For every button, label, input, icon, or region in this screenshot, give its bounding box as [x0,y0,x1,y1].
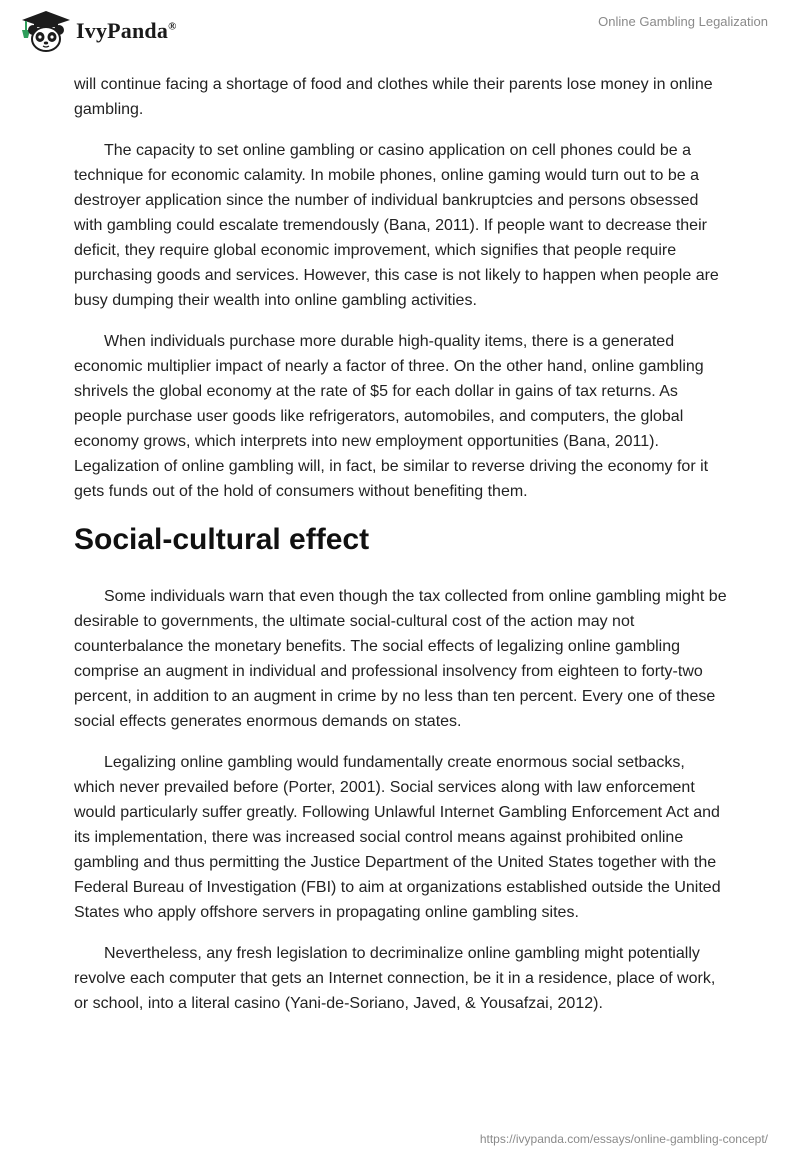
essay-content [74,72,729,1032]
paragraph: The capacity to set online gambling or casino application on cell phones could be a technique for economic calamity. In mobile phones, online gaming would turn out to be a destroyer application since the number of individual bankruptcies and persons obsessed with gambling could escalate tremendously (Bana, 2011). If people want to decrease their deficit, they require global economic improvement, which signifies that people require purchasing goods and services. However, this case is not likely to happen when people are busy dumping their wealth into online gambling activities. [74,142,719,309]
paragraph: When individuals purchase more durable high-quality items, there is a generated economic multiplier impact of nearly a factor of three. On the other hand, online gambling shrivels the global economy at the rate of $5 for each dollar in gains of tax returns. As people purchase user goods like refrigerators, automobiles, and computers, the global economy grows, which interprets into new employment opportunities (Bana, 2011). Legalization of online gambling will, in fact, be similar to reverse driving the economy for it gets funds out of the hold of consumers without benefiting them. [74,333,709,500]
document-title: Online Gambling Legalization [598,14,768,29]
panda-graduation-cap-icon [16,8,72,54]
ivypanda-logo[interactable] [16,8,177,54]
paragraph: will continue facing a shortage of food and clothes while their parents lose money in online gambling. [74,76,713,118]
source-url-link[interactable]: https://ivypanda.com/essays/online-gambling-concept/ [479,1132,768,1146]
paragraph: Some individuals warn that even though the tax collected from online gambling might be desirable to governments, the ultimate social-cultural cost of the action may not counterbalance the monetary benefits. The social effects of legalizing online gambling comprise an augment in individual and professional insolvency from eighteen to forty-two percent, in addition to an augment in crime by no less than ten percent. Every one of these social effects generates enormous demands on states. [74,588,727,730]
logo-wordmark: IvyPanda® [76,18,177,43]
paragraph: Nevertheless, any fresh legislation to decriminalize online gambling might potentially revolve each computer that gets an Internet connection, be it in a residence, place of work, or school, into a literal casino (Yani-de-Soriano, Javed, & Yousafzai, 2012). [74,945,716,1012]
paragraph: Legalizing online gambling would fundamentally create enormous social setbacks, which never prevailed before (Porter, 2001). Social services along with law enforcement would particularly suffer greatly. Following Unlawful Internet Gambling Enforcement Act and its implementation, there was increased social control means against prohibited online gambling and thus permitting the Justice Department of the United States together with the Federal Bureau of Investigation (FBI) to aim at organizations established outside the United States who apply offshore servers in propagating online gambling sites. [74,754,721,921]
section-heading: Social-cultural effect [74,523,370,556]
